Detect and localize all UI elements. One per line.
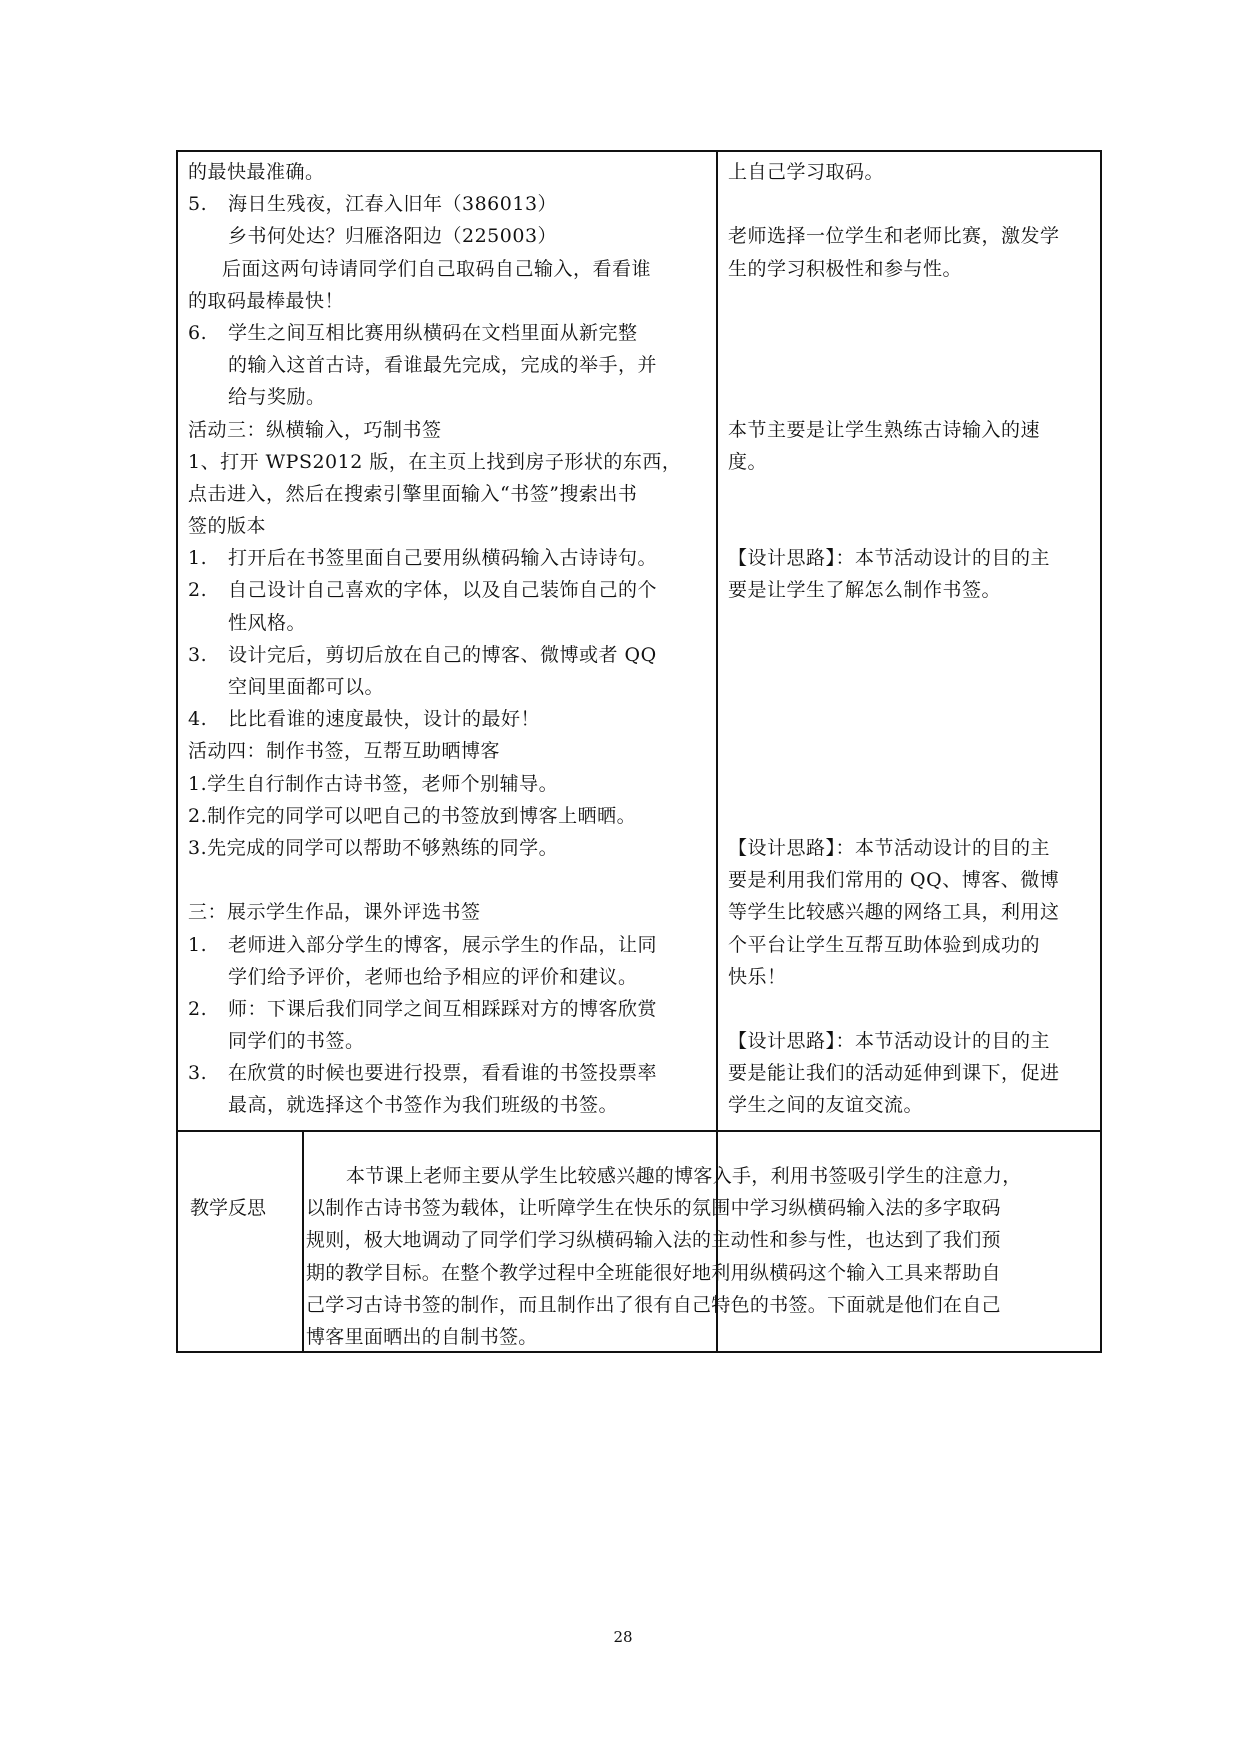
note-line: 【设计思路】：本节活动设计的目的主 bbox=[728, 836, 1051, 859]
list-text: 自己设计自己喜欢的字体，以及自己装饰自己的个 bbox=[228, 579, 658, 602]
list-text: 海日生残夜，江春入旧年（386013） bbox=[228, 193, 558, 216]
note-line bbox=[728, 800, 1093, 832]
content-line: 最高，就选择这个书签作为我们班级的书签。 bbox=[228, 1094, 619, 1117]
list-number: 6. bbox=[188, 321, 208, 344]
reflection-line: 博客里面晒出的自制书签。 bbox=[306, 1325, 538, 1348]
note-line: 生的学习积极性和参与性。 bbox=[728, 257, 963, 280]
list-number: 5. bbox=[188, 193, 208, 216]
list-number: 3. bbox=[188, 643, 208, 666]
row-divider bbox=[178, 1130, 1100, 1132]
reflection-label: 教学反思 bbox=[190, 1197, 267, 1219]
list-text: 学生之间互相比赛用纵横码在文档里面从新完整 bbox=[228, 321, 638, 344]
lesson-table bbox=[176, 150, 1102, 1353]
content-line: 同学们的书签。 bbox=[228, 1030, 365, 1053]
content-line: 学们给予评价，老师也给予相应的评价和建议。 bbox=[228, 965, 638, 988]
list-text: 在欣赏的时候也要进行投票，看看谁的书签投票率 bbox=[228, 1062, 658, 1085]
content-line: 1、打开 WPS2012 版，在主页上找到房子形状的东西， bbox=[188, 450, 682, 473]
content-line: 空间里面都可以。 bbox=[228, 676, 385, 698]
note-line bbox=[728, 671, 1093, 703]
note-line: 要是利用我们常用的 QQ、博客、微博 bbox=[728, 869, 1060, 892]
content-line bbox=[188, 639, 712, 671]
note-line bbox=[728, 478, 1093, 510]
content-line bbox=[188, 993, 712, 1025]
list-number: 1. bbox=[188, 933, 208, 956]
note-line bbox=[728, 285, 1093, 317]
activity-content-column bbox=[188, 156, 712, 1122]
content-line: 三：展示学生作品，课外评选书签 bbox=[188, 901, 481, 924]
content-line: 活动三：纵横输入，巧制书签 bbox=[188, 418, 442, 441]
reflection-line: 规则，极大地调动了同学们学习纵横码输入法的主动性和参与性，也达到了我们预 bbox=[306, 1229, 1001, 1252]
note-line: 要是能让我们的活动延伸到课下，促进 bbox=[728, 1062, 1060, 1085]
content-line: 2.制作完的同学可以吧自己的书签放到博客上晒晒。 bbox=[188, 804, 637, 827]
reflection-line: 以制作古诗书签为载体，让听障学生在快乐的氛围中学习纵横码输入法的多字取码 bbox=[306, 1197, 1001, 1220]
note-line: 【设计思路】：本节活动设计的目的主 bbox=[728, 1030, 1051, 1053]
content-line: 性风格。 bbox=[228, 611, 307, 634]
content-line: 3.先完成的同学可以帮助不够熟练的同学。 bbox=[188, 836, 559, 859]
content-line: 乡书何处达？归雁洛阳边（225003） bbox=[228, 225, 558, 248]
note-line: 【设计思路】：本节活动设计的目的主 bbox=[728, 547, 1051, 570]
label-divider bbox=[302, 1130, 304, 1353]
note-line: 上自己学习取码。 bbox=[728, 161, 885, 183]
note-line bbox=[728, 703, 1093, 735]
content-line: 签的版本 bbox=[188, 515, 267, 538]
content-line bbox=[188, 317, 712, 349]
content-line bbox=[188, 864, 712, 896]
list-text: 打开后在书签里面自己要用纵横码输入古诗诗句。 bbox=[228, 547, 658, 570]
reflection-line: 期的教学目标。在整个教学过程中全班能很好地利用纵横码这个输入工具来帮助自 bbox=[306, 1261, 1001, 1284]
list-number: 2. bbox=[188, 579, 208, 602]
content-line: 的输入这首古诗，看谁最先完成，完成的举手，并 bbox=[228, 354, 658, 377]
content-line: 的取码最棒最快！ bbox=[188, 289, 345, 312]
page-number: 28 bbox=[613, 1628, 633, 1646]
note-line: 等学生比较感兴趣的网络工具，利用这 bbox=[728, 901, 1060, 924]
content-line bbox=[188, 703, 712, 735]
note-line: 老师选择一位学生和老师比赛，激发学 bbox=[728, 225, 1060, 248]
note-line: 快乐！ bbox=[728, 965, 787, 988]
note-line bbox=[728, 381, 1093, 413]
note-line bbox=[728, 639, 1093, 671]
list-text: 老师进入部分学生的博客，展示学生的作品，让同 bbox=[228, 933, 658, 956]
reflection-text bbox=[306, 1160, 1091, 1353]
content-line bbox=[188, 542, 712, 574]
content-line bbox=[188, 1057, 712, 1089]
content-line: 后面这两句诗请同学们自己取码自己输入，看看谁 bbox=[222, 257, 652, 280]
list-text: 比比看谁的速度最快，设计的最好！ bbox=[228, 708, 541, 731]
note-line: 学生之间的友谊交流。 bbox=[728, 1094, 924, 1117]
note-line: 度。 bbox=[728, 450, 768, 473]
note-line bbox=[728, 735, 1093, 767]
list-number: 3. bbox=[188, 1062, 208, 1085]
content-line: 1.学生自行制作古诗书签，老师个别辅导。 bbox=[188, 772, 559, 795]
note-line: 个平台让学生互帮互助体验到成功的 bbox=[728, 933, 1041, 956]
list-text: 设计完后，剪切后放在自己的博客、微博或者 QQ bbox=[228, 643, 657, 666]
note-line bbox=[728, 188, 1093, 220]
content-line: 的最快最准确。 bbox=[188, 161, 325, 183]
list-number: 4. bbox=[188, 708, 208, 731]
reflection-line: 己学习古诗书签的制作，而且制作出了很有自己特色的书签。下面就是他们在自己 bbox=[306, 1293, 1001, 1316]
list-number: 1. bbox=[188, 547, 208, 570]
note-line bbox=[728, 768, 1093, 800]
content-line bbox=[188, 929, 712, 961]
content-line: 给与奖励。 bbox=[228, 386, 326, 409]
note-line bbox=[728, 317, 1093, 349]
note-line: 本节主要是让学生熟练古诗输入的速 bbox=[728, 418, 1041, 441]
design-notes-column bbox=[728, 156, 1093, 1122]
reflection-line: 本节课上老师主要从学生比较感兴趣的博客入手，利用书签吸引学生的注意力， bbox=[346, 1165, 1022, 1187]
content-line: 活动四：制作书签，互帮互助晒博客 bbox=[188, 740, 501, 763]
list-number: 2. bbox=[188, 997, 208, 1020]
note-line bbox=[728, 993, 1093, 1025]
note-line bbox=[728, 607, 1093, 639]
note-line bbox=[728, 349, 1093, 381]
note-line: 要是让学生了解怎么制作书签。 bbox=[728, 579, 1002, 602]
note-line bbox=[728, 510, 1093, 542]
content-line: 点击进入，然后在搜索引擎里面输入“书签”搜索出书 bbox=[188, 482, 638, 505]
content-line bbox=[188, 188, 712, 220]
list-text: 师：下课后我们同学之间互相踩踩对方的博客欣赏 bbox=[228, 997, 658, 1020]
content-line bbox=[188, 574, 712, 606]
